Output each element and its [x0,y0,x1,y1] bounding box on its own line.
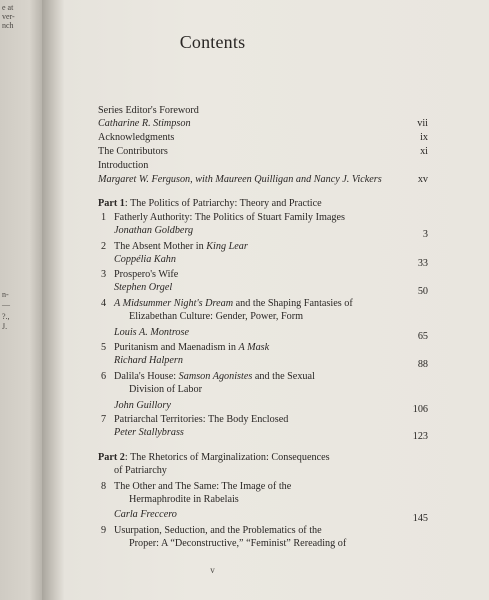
chapter-title: 9 Usurpation, Seduction, and the Problematics of the [101,525,322,536]
chapter-title-continued: Proper: A “Deconstructive,” “Feminist” Rereading of [129,538,347,549]
page-number: xi [420,146,428,157]
facing-page-fragment: nch [2,21,14,30]
facing-page-fragment: ?., [2,312,10,321]
folio: v [210,565,215,575]
chapter-title-continued: Hermaphrodite in Rabelais [129,494,239,505]
part-heading: Part 2: The Rhetorics of Marginalization: Consequences [98,452,330,463]
chapter-title: 4 A Midsummer Night's Dream and the Shaping Fantasies of [101,298,353,309]
facing-page-fragment: — [2,300,10,309]
chapter-author: Coppélia Kahn 33 [114,254,428,269]
chapter-author: Peter Stallybrass 123 [114,427,428,442]
facing-page-fragment: ver- [2,12,15,21]
chapter-title: 5 Puritanism and Maenadism in A Mask [101,342,270,353]
page-number: 106 [412,404,428,415]
page-number: ix [420,132,428,143]
facing-page [0,0,42,600]
chapter-title: 7 Patriarchal Territories: The Body Enclosed [101,414,289,425]
chapter-title: 2 The Absent Mother in King Lear [101,241,248,252]
facing-page-fragment: e at [2,3,14,12]
page-number: 65 [417,331,428,342]
chapter-title-continued: Division of Labor [129,384,202,395]
part-heading: Part 1: The Politics of Patriarchy: Theory and Practice [98,198,322,209]
chapter-author: John Guillory 106 [114,400,428,415]
page-number: xv [417,174,428,185]
toc-entry-introduction-authors: Margaret W. Ferguson, with Maureen Quilligan and Nancy J. Vickers xv [98,174,428,185]
chapter-author: Louis A. Montrose 65 [114,327,428,342]
toc-entry-series-editor: Series Editor's Foreword [98,105,199,116]
page-title: Contents [179,32,246,52]
toc-entry-acknowledgments: Acknowledgments ix [98,132,428,143]
part-heading-continued: of Patriarchy [114,465,167,476]
page-number: 50 [417,286,428,297]
toc-entry-series-editor-author: Catharine R. Stimpson vii [98,118,428,129]
chapter-title: 3 Prospero's Wife [101,269,179,280]
facing-page-fragment: J. [2,322,8,331]
chapter-author: Richard Halpern 88 [114,355,428,370]
page-number: 33 [417,258,428,269]
facing-page-fragment: n- [2,290,9,299]
chapter-title-continued: Elizabethan Culture: Gender, Power, Form [129,311,304,322]
toc-entry-introduction: Introduction [98,160,149,171]
page-number: vii [417,118,428,129]
book-gutter [42,0,64,600]
chapter-author: Jonathan Goldberg 3 [114,225,428,240]
page-number: 123 [412,431,428,442]
chapter-author: Carla Freccero 145 [114,509,428,524]
chapter-author: Stephen Orgel 50 [114,282,428,297]
chapter-title: 8 The Other and The Same: The Image of the [101,481,292,492]
chapter-title: 1 Fatherly Authority: The Politics of Stuart Family Images [101,212,345,223]
toc-entry-contributors: The Contributors xi [98,146,428,157]
chapter-title: 6 Dalila's House: Samson Agonistes and the Sexual [101,371,315,382]
page-number: 3 [422,229,428,240]
page-number: 145 [412,513,428,524]
page-number: 88 [417,359,428,370]
